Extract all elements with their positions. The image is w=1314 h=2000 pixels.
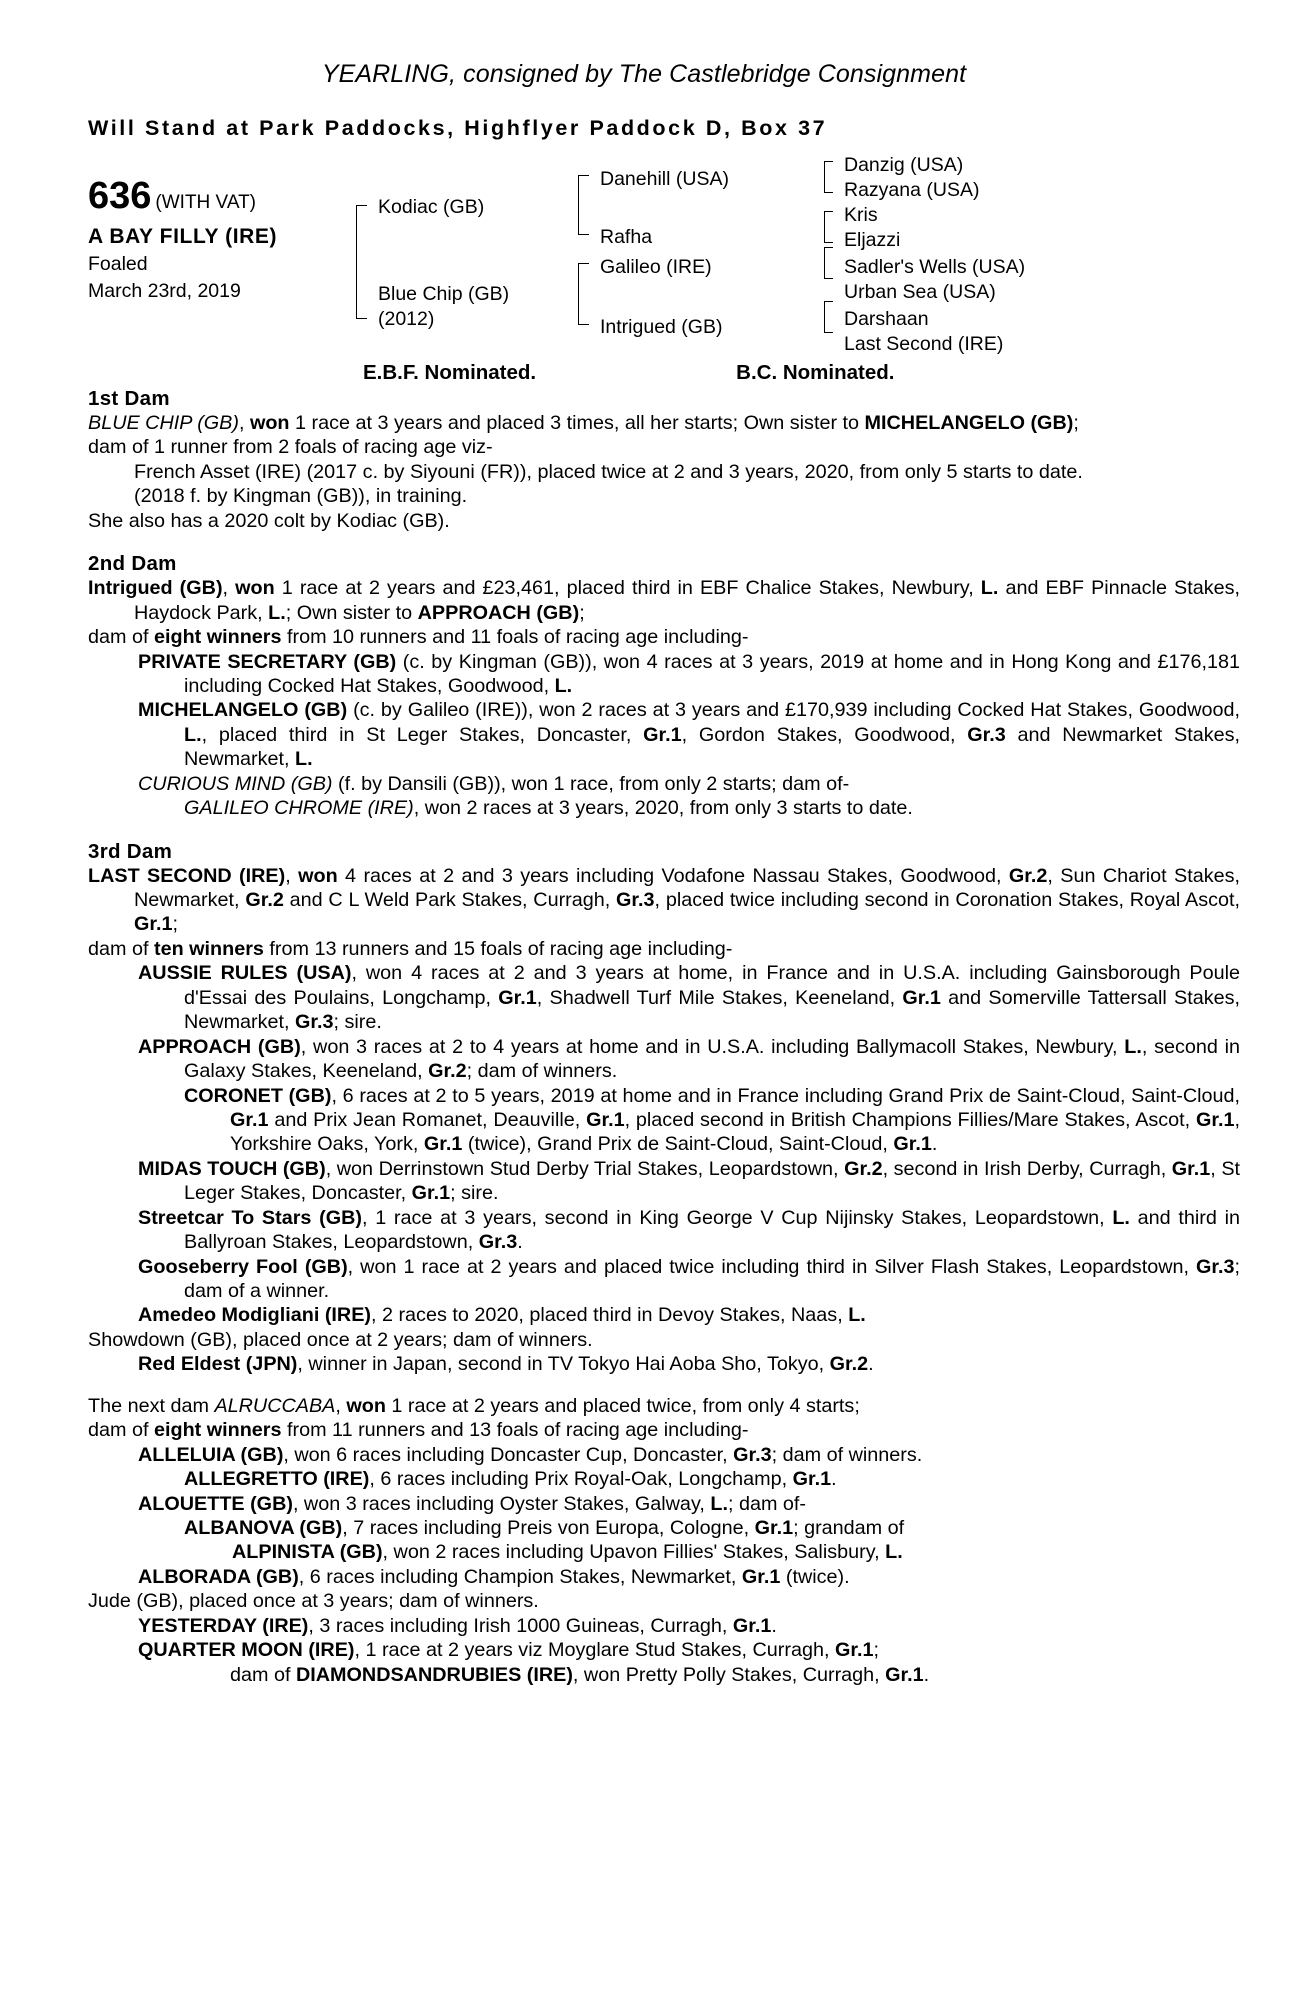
third-dam-progeny-5: Streetcar To Stars (GB), 1 race at 3 years, second in King George V Cup Nijinsky Stakes, Leopardstown, L. and third in Ballyroan Stakes, Leopardstown, Gr.3. <box>138 1206 1240 1254</box>
dam-name: Blue Chip (GB) <box>378 283 510 305</box>
sire-dam-dam-name: Eljazzi <box>844 229 901 251</box>
next-dam-line-1: The next dam ALRUCCABA, won 1 race at 2 years and placed twice, from only 4 starts; <box>88 1394 860 1417</box>
sire-name: Kodiac (GB) <box>378 196 485 218</box>
pedigree-block <box>88 154 1240 355</box>
dam-year: (2012) <box>378 308 435 330</box>
sire-sire-sire-name: Danzig (USA) <box>844 154 964 176</box>
dam-sire-sire-name: Sadler's Wells (USA) <box>844 256 1026 278</box>
next-dam-progeny-10: dam of DIAMONDSANDRUBIES (IRE), won Pretty Polly Stakes, Curragh, Gr.1. <box>230 1663 930 1686</box>
third-dam-progeny-2: APPROACH (GB), won 3 races at 2 to 4 years at home and in U.S.A. including Ballymacoll Stakes, Newbury, L., second in Galaxy Stakes, Keeneland, Gr.2; dam of winners. <box>138 1035 1241 1083</box>
dam-dam-sire-name: Darshaan <box>844 308 929 330</box>
ebf-nominated: E.B.F. Nominated. <box>363 361 537 384</box>
first-dam-line-2: dam of 1 runner from 2 foals of racing age viz- <box>88 436 493 459</box>
lot-description: A BAY FILLY (IRE) <box>88 225 278 248</box>
next-dam-progeny-8: YESTERDAY (IRE), 3 races including Irish 1000 Guineas, Curragh, Gr.1. <box>138 1614 777 1637</box>
bracket-outer <box>356 205 367 319</box>
third-dam-progeny-7: Amedeo Modigliani (IRE), 2 races to 2020, placed third in Devoy Stakes, Naas, L. <box>138 1304 866 1327</box>
sire-dam-sire-name: Kris <box>844 204 878 226</box>
bracket-dam-dam <box>824 301 833 333</box>
next-dam-progeny-9: QUARTER MOON (IRE), 1 race at 2 years viz Moyglare Stud Stakes, Curragh, Gr.1; <box>138 1639 879 1662</box>
bracket-sire <box>578 175 589 235</box>
sire-sire-name: Danehill (USA) <box>600 168 729 190</box>
lot-vat-note: (WITH VAT) <box>155 192 257 213</box>
dam-sire-name: Galileo (IRE) <box>600 256 712 278</box>
lot-number-line <box>88 175 356 218</box>
second-dam-progeny-2: MICHELANGELO (GB) (c. by Galileo (IRE)), won 2 races at 3 years and £170,939 including Cocked Hat Stakes, Goodwood, L., placed third in St Leger Stakes, Doncaster, Gr.1, Gordon Stakes, Goodwood, Gr.3 and Newmarket Stakes, Newmarket, L. <box>138 699 1240 771</box>
next-dam-progeny-6: ALBORADA (GB), 6 races including Champion Stakes, Newmarket, Gr.1 (twice). <box>138 1565 850 1588</box>
third-dam-progeny-6: Gooseberry Fool (GB), won 1 race at 2 years and placed twice including third in Silver Flash Stakes, Leopardstown, Gr.3; dam of a winner. <box>138 1255 1240 1302</box>
lot-info <box>88 167 356 304</box>
second-dam-progeny-3: CURIOUS MIND (GB) (f. by Dansili (GB)), won 1 race, from only 2 starts; dam of- <box>138 772 850 795</box>
next-dam-line-2: dam of eight winners from 11 runners and 13 foals of racing age including- <box>88 1419 749 1442</box>
second-dam-title: 2nd Dam <box>88 552 177 576</box>
third-dam-progeny-9: Red Eldest (JPN), winner in Japan, second in TV Tokyo Hai Aoba Sho, Tokyo, Gr.2. <box>138 1353 874 1376</box>
second-dam-line-1: Intrigued (GB), won 1 race at 2 years and £23,461, placed third in EBF Chalice Stakes, Newbury, L. and EBF Pinnacle Stakes, Haydock Park, L.; Own sister to APPROACH (GB); <box>88 577 1240 624</box>
dam-dam-dam-name: Last Second (IRE) <box>844 333 1004 355</box>
third-dam-progeny-8: Showdown (GB), placed once at 2 years; dam of winners. <box>88 1328 593 1351</box>
second-dam-progeny-1: PRIVATE SECRETARY (GB) (c. by Kingman (GB)), won 4 races at 3 years, 2019 at home and in Hong Kong and £176,181 including Cocked Hat Stakes, Goodwood, L. <box>138 650 1240 697</box>
dam-sire-dam-name: Urban Sea (USA) <box>844 281 996 303</box>
first-dam-title: 1st Dam <box>88 387 170 410</box>
sire-sire-dam-name: Razyana (USA) <box>844 179 980 201</box>
first-dam-progeny-2: (2018 f. by Kingman (GB)), in training. <box>134 485 468 508</box>
lot-number: 636 <box>88 175 152 217</box>
bc-nominated: B.C. Nominated. <box>736 361 895 384</box>
third-dam-line-2: dam of ten winners from 13 runners and 15 foals of racing age including- <box>88 937 733 960</box>
next-dam-progeny-2: ALLEGRETTO (IRE), 6 races including Prix Royal-Oak, Longchamp, Gr.1. <box>184 1468 837 1491</box>
next-dam-progeny-7: Jude (GB), placed once at 3 years; dam of winners. <box>88 1590 539 1613</box>
third-dam-progeny-3: CORONET (GB), 6 races at 2 to 5 years, 2019 at home and in France including Grand Prix de Saint-Cloud, Saint-Cloud, Gr.1 and Prix Jean Romanet, Deauville, Gr.1, placed second in British Champions Fillies/Mare Stakes, Ascot, Gr.1, Yorkshire Oaks, York, Gr.1 (twice), Grand Prix de Saint-Cloud, Saint-Cloud, Gr.1. <box>184 1084 1241 1156</box>
nominations-row <box>88 361 1240 385</box>
consignment-header: YEARLING, consigned by The Castlebridge Consignment <box>321 60 967 88</box>
third-dam-progeny-4: MIDAS TOUCH (GB), won Derrinstown Stud Derby Trial Stakes, Leopardstown, Gr.2, second in Irish Derby, Curragh, Gr.1, St Leger Stakes, Doncaster, Gr.1; sire. <box>138 1157 1241 1205</box>
next-dam-progeny-1: ALLELUIA (GB), won 6 races including Doncaster Cup, Doncaster, Gr.3; dam of winners. <box>138 1443 923 1466</box>
stand-location-header: Will Stand at Park Paddocks, Highflyer Paddock D, Box 37 <box>88 116 828 140</box>
bracket-dam <box>578 263 589 325</box>
pedigree-tree <box>356 154 1240 355</box>
foaled-label: Foaled <box>88 253 148 275</box>
first-dam-line-1: BLUE CHIP (GB), won 1 race at 3 years and placed 3 times, all her starts; Own sister to MICHELANGELO (GB); <box>88 412 1079 434</box>
next-dam-progeny-5: ALPINISTA (GB), won 2 races including Upavon Fillies' Stakes, Salisbury, L. <box>232 1541 903 1564</box>
first-dam-progeny-1: French Asset (IRE) (2017 c. by Siyouni (FR)), placed twice at 2 and 3 years, 2020, from only 5 starts to date. <box>134 460 1083 483</box>
bracket-dam-sire <box>824 247 833 279</box>
next-dam-progeny-3: ALOUETTE (GB), won 3 races including Oyster Stakes, Galway, L.; dam of- <box>138 1492 807 1515</box>
bracket-sire-dam <box>824 211 833 243</box>
second-dam-progeny-3-sub: GALILEO CHROME (IRE), won 2 races at 3 years, 2020, from only 3 starts to date. <box>184 797 913 820</box>
first-dam-line-3: She also has a 2020 colt by Kodiac (GB). <box>88 509 450 532</box>
next-dam-progeny-4: ALBANOVA (GB), 7 races including Preis von Europa, Cologne, Gr.1; grandam of <box>184 1516 905 1539</box>
dam-dam-name: Intrigued (GB) <box>600 316 723 338</box>
third-dam-progeny-1: AUSSIE RULES (USA), won 4 races at 2 and 3 years at home, in France and in U.S.A. including Gainsborough Poule d'Essai des Poulains, Longchamp, Gr.1, Shadwell Turf Mile Stakes, Keeneland, Gr.1 and Somerville Tattersall Stakes, Newmarket, Gr.3; sire. <box>138 962 1241 1034</box>
foaled-date: March 23rd, 2019 <box>88 280 241 303</box>
sire-dam-name: Rafha <box>600 226 653 248</box>
bracket-sire-sire <box>824 161 833 193</box>
third-dam-line-1: LAST SECOND (IRE), won 4 races at 2 and 3 years including Vodafone Nassau Stakes, Goodwood, Gr.2, Sun Chariot Stakes, Newmarket, Gr.2 and C L Weld Park Stakes, Curragh, Gr.3, placed twice including second in Coronation Stakes, Royal Ascot, Gr.1; <box>88 864 1241 936</box>
second-dam-line-2: dam of eight winners from 10 runners and 11 foals of racing age including- <box>88 626 749 649</box>
third-dam-title: 3rd Dam <box>88 839 173 863</box>
